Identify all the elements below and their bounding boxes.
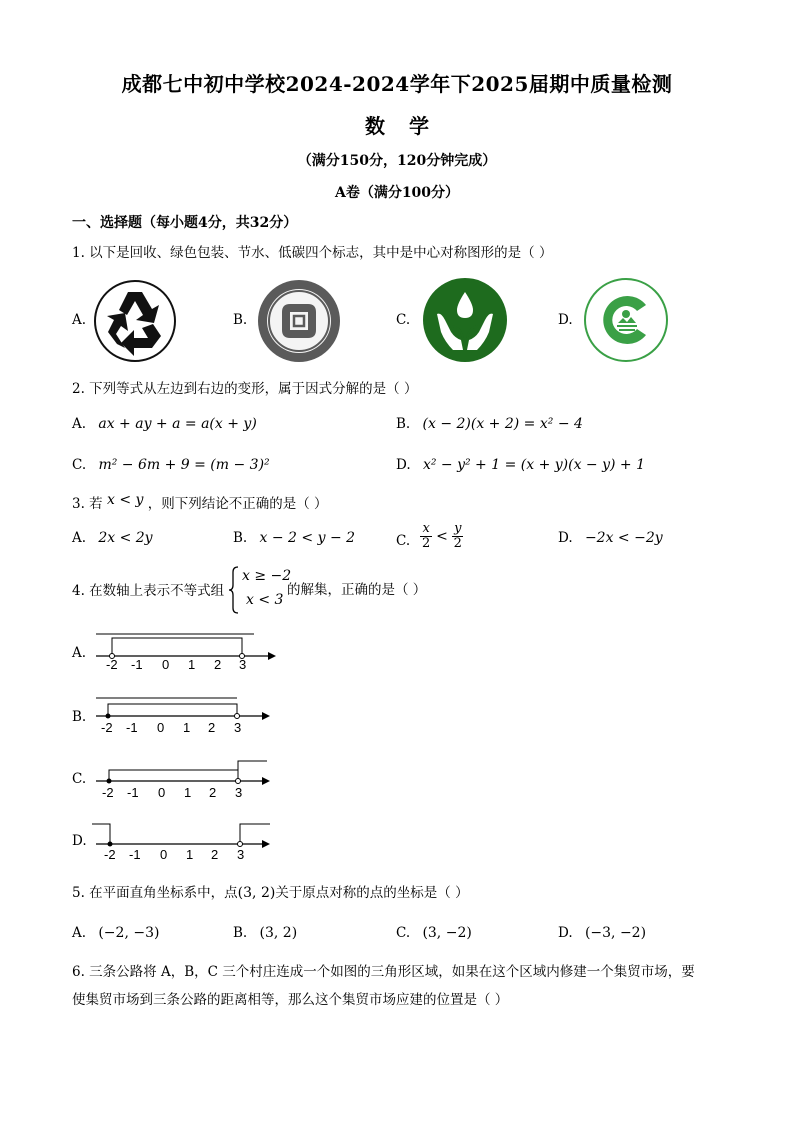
paper-a-heading: A卷（满分100分） (334, 185, 460, 201)
q5-option-d-expr: (−3, −2) (584, 925, 647, 941)
q2-option-a-label: A. (72, 416, 87, 432)
q5-option-a-label: A. (72, 925, 87, 941)
q3-option-a-label: A. (72, 530, 87, 546)
q4-a-tick--1: -1 (131, 657, 143, 672)
green-packaging-logo-icon (256, 278, 342, 364)
q4-stem-post: 的解集，正确的是（ ） (287, 582, 427, 598)
q4-inequality-1: x ≥ −2 (242, 568, 292, 584)
q4-option-a-label: A. (72, 645, 87, 661)
q5-option-b-expr: (3, 2) (259, 925, 298, 941)
q5-option-a (72, 925, 159, 941)
q2-option-c-expr: m² − 6m + 9 = (m − 3)² (98, 457, 270, 473)
q3-option-d-expr: −2x < −2y (584, 530, 663, 546)
q4-d-tick-2: 2 (211, 847, 219, 862)
q3-option-b (233, 530, 355, 546)
q4-c-tick--1: -1 (127, 785, 139, 800)
q1-option-b-label: B. (233, 312, 248, 328)
q4-stem-pre: 4. 在数轴上表示不等式组 (72, 583, 225, 599)
q5-option-c-label: C. (396, 925, 411, 941)
q3-frac-right-num: y (454, 521, 462, 536)
q3-frac-right-den: 2 (453, 536, 462, 551)
q4-c-tick-3: 3 (235, 785, 243, 800)
q2-option-a-expr: ax + ay + a = a(x + y) (98, 416, 257, 432)
q4-d-tick-1: 1 (186, 847, 194, 862)
q3-option-b-expr: x − 2 < y − 2 (259, 530, 356, 546)
q3-option-c (396, 522, 463, 551)
q3-option-a-expr: 2x < 2y (98, 530, 153, 546)
q5-option-c (396, 925, 472, 941)
q2-option-d-label: D. (396, 457, 411, 473)
q3-stem-pre: 3. 若 (72, 496, 103, 512)
q3-option-b-label: B. (233, 530, 248, 546)
q1-option-c-label: C. (396, 312, 411, 328)
q4-b-tick-0: 0 (157, 720, 165, 735)
recycle-logo-icon (92, 278, 178, 364)
q4-d-tick--1: -1 (129, 847, 141, 862)
q5-option-a-expr: (−2, −3) (98, 925, 160, 941)
q4-d-tick--2: -2 (104, 847, 116, 862)
q2-stem: 2. 下列等式从左边到右边的变形，属于因式分解的是（ ） (72, 381, 418, 397)
q6-stem (72, 958, 722, 1014)
q5-option-d-label: D. (558, 925, 573, 941)
q4-inequality-2: x < 3 (246, 592, 284, 608)
q3-frac-left-den: 2 (421, 536, 431, 551)
q3-option-c-frac-right (452, 522, 463, 551)
q3-option-c-frac-left (420, 522, 431, 551)
q4-b-tick-2: 2 (208, 720, 216, 735)
q5-option-c-expr: (3, −2) (422, 925, 472, 941)
q5-stem-post: 关于原点对称的点的坐标是（ ） (275, 885, 469, 901)
q4-stem (72, 580, 224, 602)
q4-numberline-b (92, 694, 272, 726)
q4-d-tick-3: 3 (237, 847, 245, 862)
q4-c-tick-0: 0 (158, 785, 166, 800)
q3-option-d-label: D. (558, 530, 573, 546)
q2-option-a (72, 416, 257, 432)
q4-a-tick-1: 1 (188, 657, 196, 672)
q4-b-tick--1: -1 (126, 720, 138, 735)
q4-a-tick-0: 0 (162, 657, 170, 672)
q4-numberline-d (92, 820, 272, 852)
q5-stem-pre: 5. 在平面直角坐标系中，点 (72, 885, 238, 901)
q3-frac-op: < (436, 528, 448, 545)
q3-option-a (72, 530, 153, 546)
q3-stem-post: ，则下列结论不正确的是（ ） (147, 496, 328, 512)
q5-stem (72, 883, 469, 903)
q3-stem (72, 494, 328, 514)
q3-option-c-label: C. (396, 532, 411, 549)
q1-option-a-label: A. (72, 312, 87, 328)
score-time-note: （满分150分，120分钟完成） (297, 153, 497, 169)
q4-option-c-label: C. (72, 771, 87, 787)
q2-option-d (396, 457, 645, 473)
exam-title: 成都七中初中学校2024-2024学年下2025届期中质量检测 (121, 72, 673, 96)
q4-a-tick-2: 2 (214, 657, 222, 672)
q4-option-d-label: D. (72, 833, 87, 849)
q4-a-tick--2: -2 (106, 657, 118, 672)
q5-option-b-label: B. (233, 925, 248, 941)
section-heading: 一、选择题（每小题4分，共32分） (72, 215, 298, 231)
q4-d-tick-0: 0 (160, 847, 168, 862)
q4-b-tick-3: 3 (234, 720, 242, 735)
q2-option-c (72, 457, 270, 473)
q4-numberline-c (92, 756, 272, 790)
q6-line-1: 6. 三条公路将 A，B，C 三个村庄连成一个如图的三角形区域，如果在这个区域内修建一个集贸市场，要 (72, 964, 695, 980)
q4-c-tick--2: -2 (102, 785, 114, 800)
q4-c-tick-2: 2 (209, 785, 217, 800)
q4-b-tick-1: 1 (183, 720, 191, 735)
q5-point: (3, 2) (237, 885, 276, 901)
q4-b-tick--2: -2 (101, 720, 113, 735)
q3-frac-left-num: x (422, 521, 430, 536)
q4-option-b-label: B. (72, 709, 87, 725)
q4-c-tick-1: 1 (184, 785, 192, 800)
q1-stem: 1. 以下是回收、绿色包装、节水、低碳四个标志，其中是中心对称图形的是（ ） (72, 245, 553, 261)
water-saving-logo-icon (421, 276, 509, 364)
q1-option-d-label: D. (558, 312, 573, 328)
q2-option-b (396, 416, 583, 432)
q4-brace-icon (229, 566, 239, 614)
q6-line-2: 使集贸市场到三条公路的距离相等，那么这个集贸市场应建的位置是（ ） (72, 992, 509, 1008)
q2-option-d-expr: x² − y² + 1 = (x + y)(x − y) + 1 (422, 457, 646, 473)
subject-title: 数学 (365, 114, 453, 138)
q4-numberline-a (92, 628, 277, 666)
low-carbon-logo-icon (583, 277, 669, 363)
q3-option-d (558, 530, 663, 546)
q5-option-d (558, 925, 646, 941)
q3-condition: x < y (106, 492, 144, 508)
q2-option-b-label: B. (396, 416, 411, 432)
q2-option-c-label: C. (72, 457, 87, 473)
q4-a-tick-3: 3 (239, 657, 247, 672)
q2-option-b-expr: (x − 2)(x + 2) = x² − 4 (422, 416, 583, 432)
q5-option-b (233, 925, 297, 941)
